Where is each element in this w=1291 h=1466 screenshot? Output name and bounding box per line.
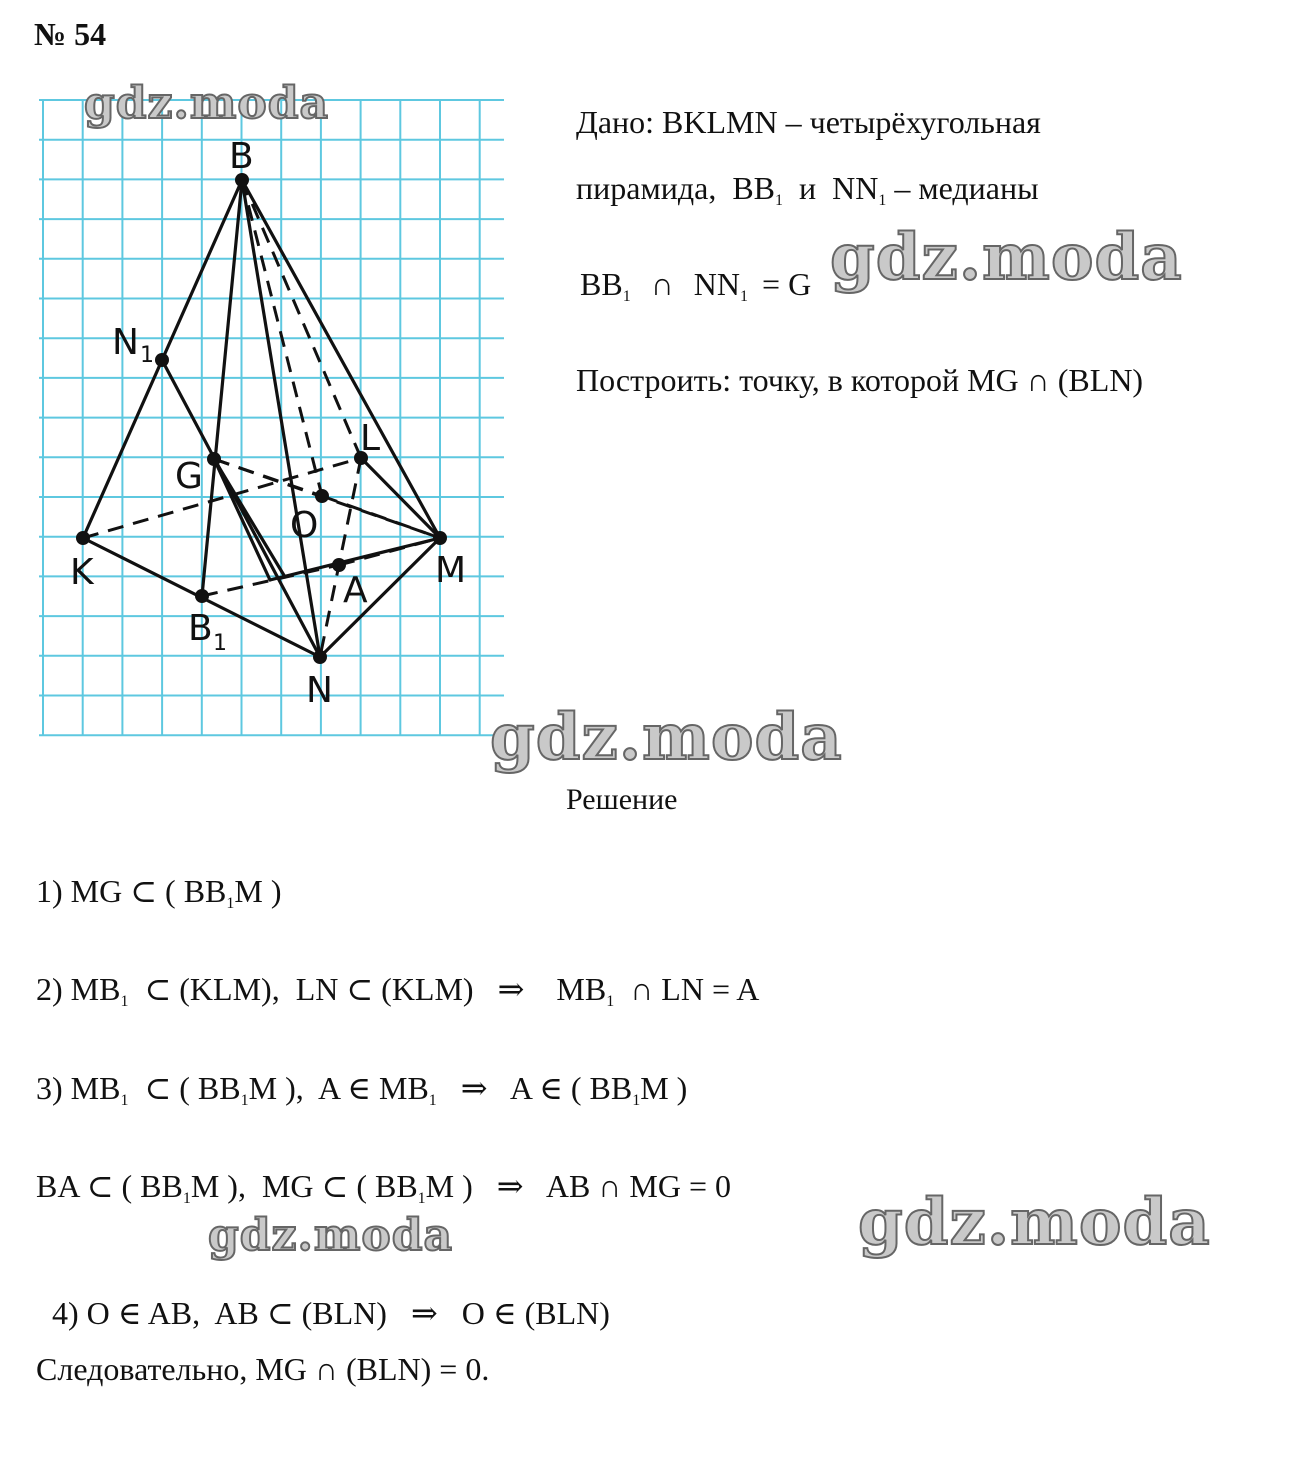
watermark-bottom-left: gdz.moda — [208, 1210, 454, 1261]
given-line-4: Построить: точку, в которой MG ∩ (BLN) — [576, 362, 1144, 398]
point-O — [315, 489, 329, 503]
label-B1-sub: 1 — [213, 631, 227, 656]
given-medians: – медианы — [894, 170, 1039, 206]
step-3b: BA ⊂ ( BB1M ), MG ⊂ ( BB1M ) ⇒ AB ∩ MG = 0 — [36, 1168, 731, 1207]
point-M — [433, 531, 447, 545]
point-G — [207, 452, 221, 466]
given-line-1: Дано: BKLMN – четырёхугольная — [576, 104, 1041, 140]
given-line-3: BB1 ∩ NN1 = G — [580, 266, 812, 305]
edge-BB1 — [202, 180, 242, 596]
label-B1: B — [188, 608, 213, 649]
given-and: и — [799, 170, 817, 206]
label-L: L — [360, 418, 381, 459]
solution-heading: Решение — [566, 783, 678, 816]
grid — [39, 100, 504, 735]
point-B1 — [195, 589, 209, 603]
edge-GB1-curve — [214, 459, 285, 577]
label-M: M — [435, 550, 467, 591]
given-line-2 — [576, 170, 1039, 209]
label-N: N — [306, 670, 333, 711]
watermark-bottom-right: gdz.moda — [858, 1185, 1211, 1260]
label-N1: N — [112, 322, 139, 363]
label-G: G — [175, 456, 203, 497]
step-3: 3) MB1 ⊂ ( BB1M ), A ∈ MB1 ⇒ A ∈ ( BB1M ) — [36, 1070, 688, 1109]
watermark-right-top: gdz.moda — [830, 220, 1183, 295]
label-N1-sub: 1 — [140, 343, 154, 368]
conclusion: Следовательно, MG ∩ (BLN) = 0. — [36, 1351, 490, 1387]
label-K: K — [70, 552, 94, 593]
step-1: 1) MG ⊂ ( BB1M ) — [36, 873, 282, 912]
point-K — [76, 531, 90, 545]
problem-number: № 54 — [34, 16, 107, 52]
given-text: пирамида, — [576, 170, 717, 206]
segment-bb1: BB1 — [732, 170, 783, 209]
edge-NM — [320, 538, 440, 657]
label-A: A — [343, 570, 368, 611]
segment-nn1: NN1 — [832, 170, 887, 209]
watermark-top-left: gdz.moda — [84, 78, 330, 129]
label-O: O — [290, 505, 319, 546]
point-N1 — [155, 353, 169, 367]
step-2: 2) MB1 ⊂ (KLM), LN ⊂ (KLM) ⇒ MB1 ∩ LN = A — [36, 971, 760, 1010]
label-B: B — [229, 136, 254, 177]
watermark-middle: gdz.moda — [490, 700, 843, 775]
point-N — [313, 650, 327, 664]
step-4: 4) O ∈ AB, AB ⊂ (BLN) ⇒ O ∈ (BLN) — [52, 1295, 610, 1331]
